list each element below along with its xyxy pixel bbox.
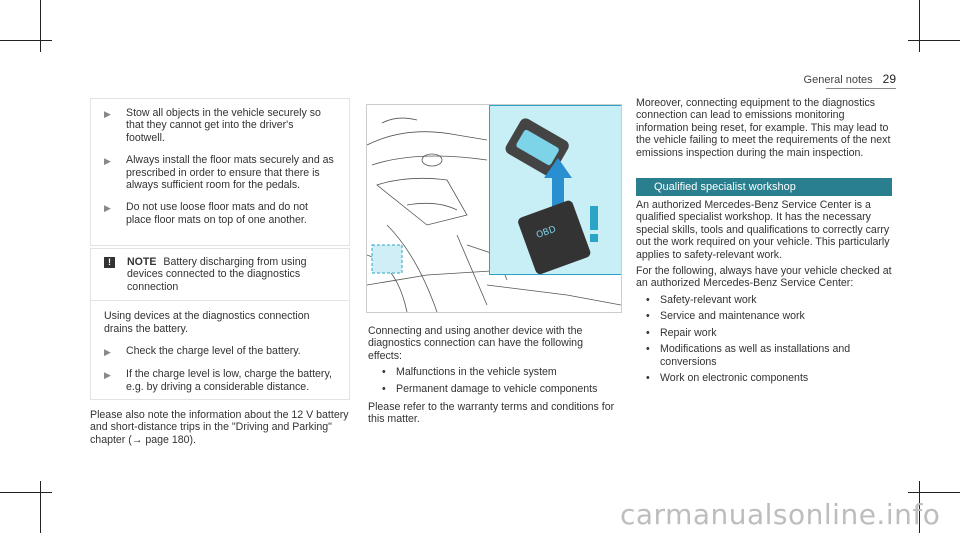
step-item — [104, 345, 336, 358]
step-text: Stow all objects in the vehicle securely so that they cannot get into the driver's footwell. — [126, 107, 321, 144]
crop-mark — [919, 0, 920, 52]
arrow-icon: ▶ — [104, 347, 111, 358]
list-item: • Modifications as well as installations and conversions — [646, 343, 892, 368]
detail-inset — [489, 105, 622, 275]
step-item — [104, 368, 336, 393]
crop-mark — [908, 492, 960, 493]
connector-location — [372, 245, 402, 273]
note-title: NOTE — [127, 256, 157, 268]
middle-paragraph: Connecting and using another device with the diagnostics connection can have the following effects: — [368, 325, 583, 362]
note-header — [104, 256, 336, 293]
middle-text — [368, 325, 618, 426]
list-item: • Repair work — [646, 326, 717, 339]
right-paragraph: Moreover, connecting equipment to the diagnostics connection can lead to emissions monitoring information being reset, for example. This may lead to the vehicle failing to meet the requirements of the next emissions inspection during the main inspection. — [636, 97, 891, 159]
header-rule — [826, 88, 896, 89]
list-item-text: Permanent damage to vehicle components — [396, 382, 598, 395]
note-body: Using devices at the diagnostics connection drains the battery. — [104, 310, 310, 335]
list-item: • Service and maintenance work — [646, 310, 805, 323]
step-text: Do not use loose floor mats and do not place floor mats on top of one another. — [126, 201, 308, 226]
note — [104, 256, 336, 403]
list-item-text: Malfunctions in the vehicle system — [396, 366, 557, 379]
watermark: carmanualsonline.info — [620, 498, 941, 531]
arrow-icon: ▶ — [104, 156, 111, 167]
note-text: Battery discharging from using devices connected to the diagnostics connection — [127, 256, 307, 293]
crop-mark — [908, 40, 960, 41]
right-paragraph-2: An authorized Mercedes-Benz Service Center is a qualified specialist workshop. It has the necessary special skills, tools and qualifications to correctly carry out the work required on your vehicle. This particularly applies to safety-relevant work. — [636, 199, 890, 261]
left-steps — [104, 107, 334, 236]
header-title: General notes — [803, 74, 873, 86]
step-text: Check the charge level of the battery. — [126, 345, 301, 358]
obd-label: OBD — [535, 224, 558, 241]
crop-mark — [0, 40, 52, 41]
exclamation-icon — [590, 206, 598, 230]
list-item-text: Work on electronic components — [660, 371, 809, 384]
arrow-icon: ▶ — [104, 203, 111, 214]
left-paragraph: Please also note the information about the 12 V battery and short-distance trips in the "Driving and Parking" chapter (→ page 180). — [90, 409, 349, 446]
crop-mark — [0, 492, 52, 493]
list-item-text: Modifications as well as installations and conversions — [660, 343, 851, 368]
step-text: If the charge level is low, charge the battery, e.g. by driving a considerable distance. — [126, 368, 332, 393]
page-number: 29 — [882, 72, 896, 86]
list-item-text: Safety-relevant work — [660, 293, 757, 306]
list-item-text: Repair work — [660, 326, 717, 339]
crop-mark — [40, 0, 41, 52]
list-item: • Permanent damage to vehicle components — [382, 382, 598, 395]
step-item — [104, 201, 334, 226]
middle-paragraph-2: Please refer to the warranty terms and conditions for this matter. — [368, 401, 615, 426]
arrow-icon: ▶ — [104, 109, 111, 119]
arrow-icon: ▶ — [104, 370, 111, 381]
crop-mark — [40, 481, 41, 533]
step-item — [104, 154, 334, 191]
exclamation-dot — [590, 234, 598, 242]
list-item: • Safety-relevant work — [646, 293, 757, 306]
list-item-text: Service and maintenance work — [660, 310, 805, 323]
step-item — [104, 107, 334, 144]
step-text: Always install the floor mats securely and as prescribed in order to ensure that there is always sufficient room for the pedals. — [126, 154, 334, 192]
warning-icon: ! — [104, 257, 115, 268]
list-item: • Malfunctions in the vehicle system — [382, 366, 557, 379]
right-text — [636, 97, 892, 388]
obd-connector-drawing — [490, 106, 622, 274]
section-heading: Qualified specialist workshop — [636, 178, 892, 196]
list-item: • Work on electronic components — [646, 371, 809, 384]
page-header — [804, 72, 896, 86]
right-paragraph-3: For the following, always have your vehicle checked at an authorized Mercedes-Benz Service Center: — [636, 265, 892, 290]
obd-illustration — [366, 104, 622, 313]
